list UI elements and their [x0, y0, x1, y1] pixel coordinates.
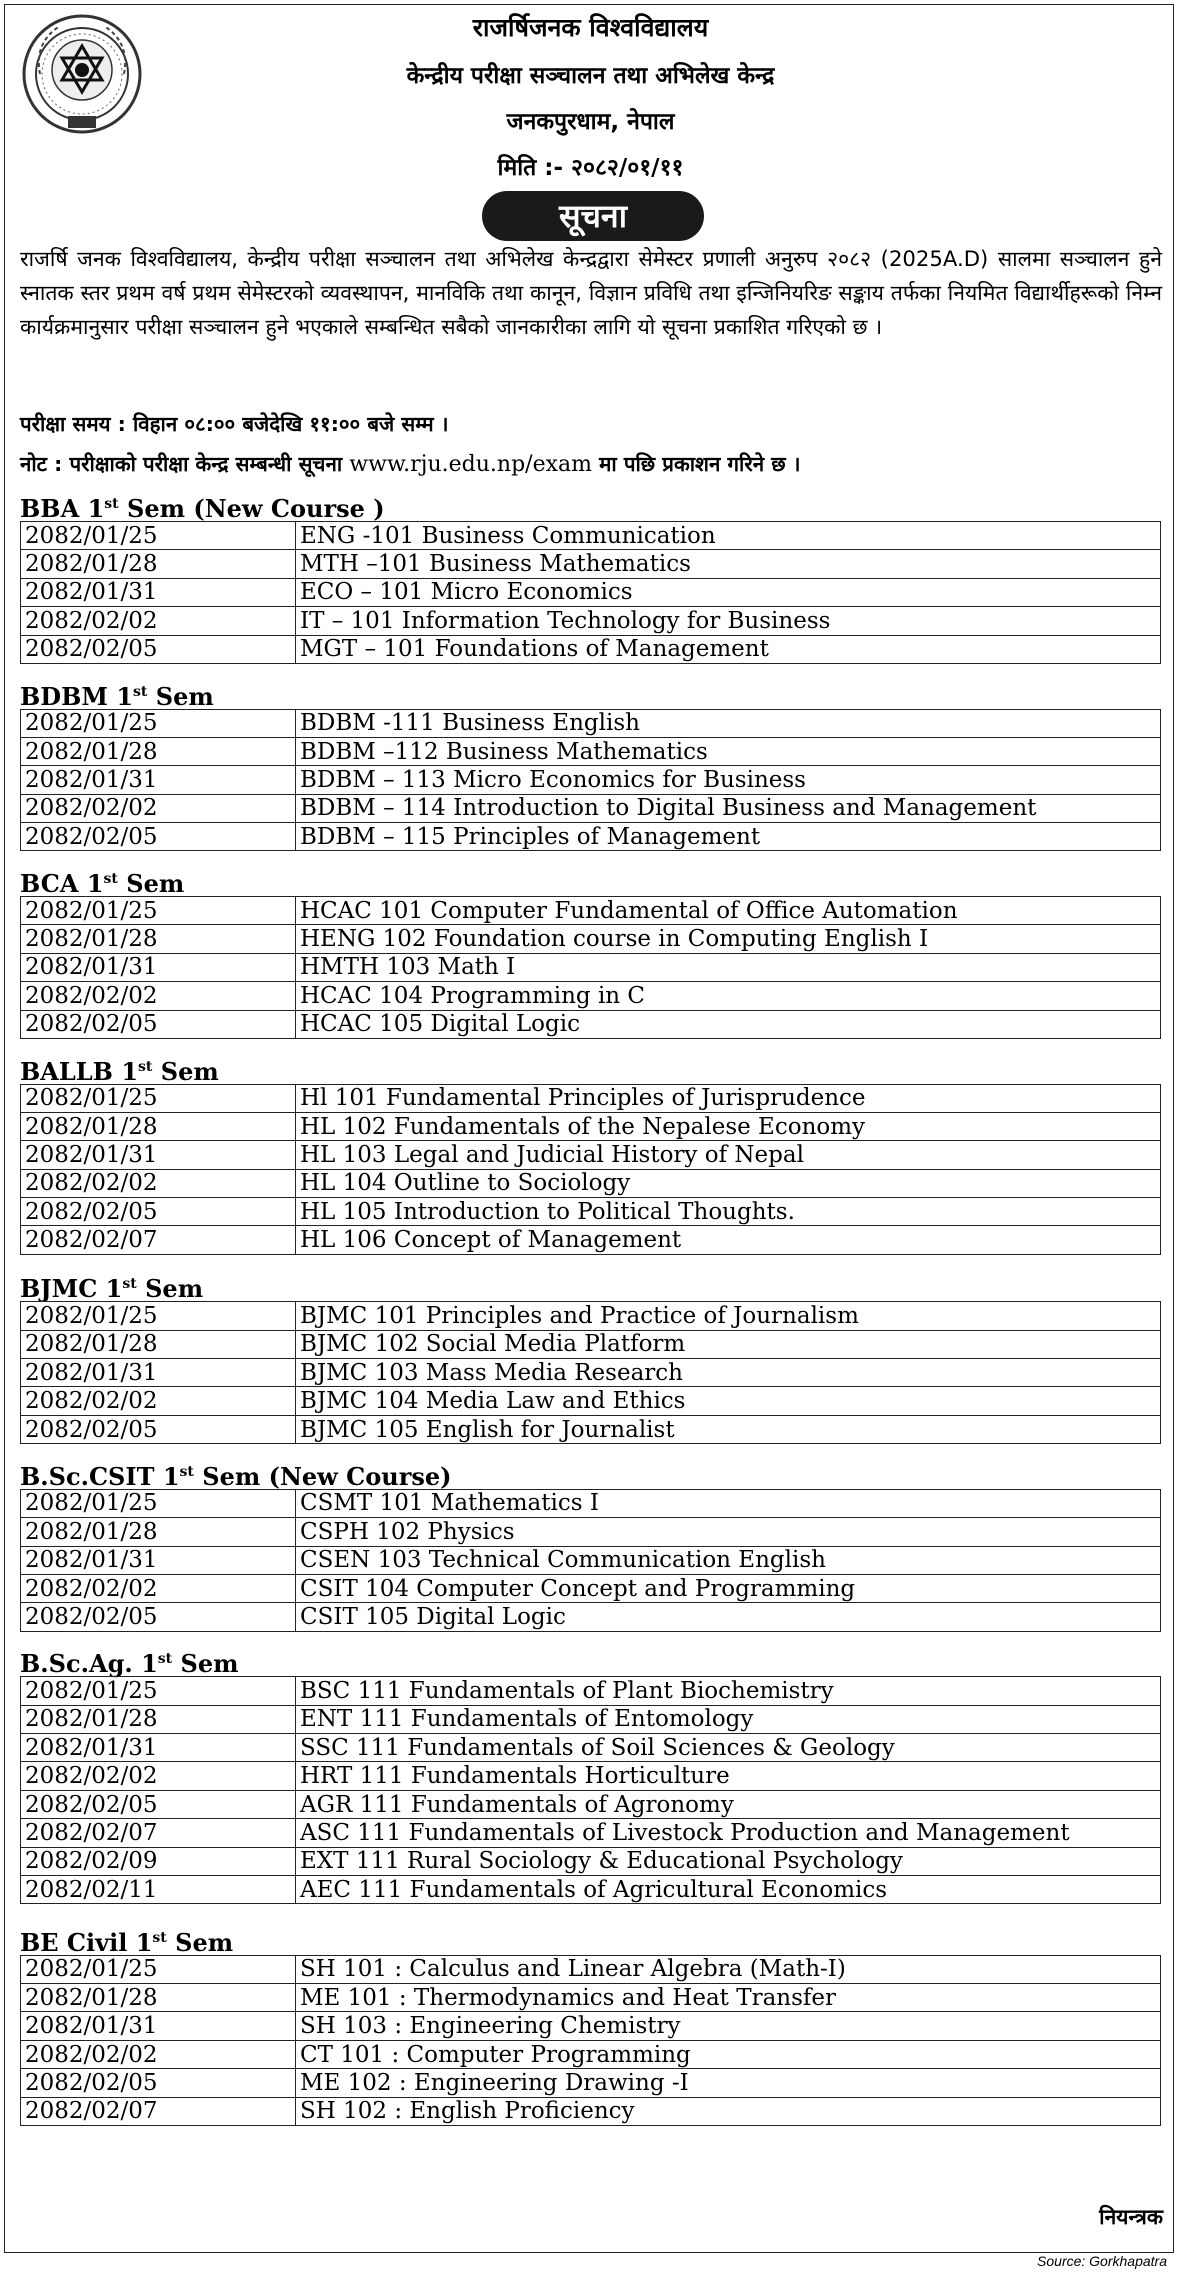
table-row [21, 1010, 1161, 1038]
university-name: राजर्षिजनक विश्वविद्यालय [472, 13, 709, 42]
table-row [21, 1518, 1161, 1546]
source-credit: Source: Gorkhapatra [1037, 2253, 1167, 2269]
section-ordinal-suffix: st [122, 1276, 137, 1293]
table-row [21, 578, 1161, 606]
notice-paragraph: राजर्षि जनक विश्वविद्यालय, केन्द्रीय परीक्षा सञ्चालन तथा अभिलेख केन्द्रद्वारा सेमेस्टर प्रणाली अनुरुप २०८२ (2025A.D) सालमा सञ्चालन हुने स्नातक स्तर प्रथम वर्ष प्रथम सेमेस्टरको व्यवस्थापन, मानविकि तथा कानून, विज्ञान प्रविधि तथा इन्जिनियरिङ सङ्काय तर्फका नियमित विद्यार्थीहरूको निम्न कार्यक्रमानुसार परीक्षा सञ्चालन हुने भएकाले सम्बन्धित सबैको जानकारीका लागि यो सूचना प्रकाशित गरिएको छ । [20, 246, 1162, 339]
exam-date: 2082/02/05 [21, 635, 296, 663]
section-ordinal: 1 [116, 681, 134, 711]
section-ordinal: 1 [162, 1461, 180, 1491]
exam-subject: EXT 111 Rural Sociology & Educational Psychology [296, 1847, 1161, 1875]
schedule-table [20, 709, 1161, 852]
exam-date: 2082/02/05 [21, 1415, 296, 1443]
table-row [21, 1819, 1161, 1847]
section-ordinal: 1 [135, 1927, 153, 1957]
schedule-table [20, 896, 1161, 1039]
exam-date: 2082/02/02 [21, 1169, 296, 1197]
table-row [21, 1574, 1161, 1602]
exam-date: 2082/02/02 [21, 982, 296, 1010]
table-row [21, 1847, 1161, 1875]
table-row [21, 2040, 1161, 2068]
table-row [21, 1603, 1161, 1631]
section-ordinal-suffix: st [138, 1058, 153, 1075]
section-ordinal: 1 [105, 1274, 123, 1304]
section-ordinal-suffix: st [103, 871, 118, 887]
exam-subject: SH 102 : English Proficiency [296, 2097, 1161, 2125]
section-program: BALLB [20, 1056, 113, 1086]
exam-date: 2082/01/31 [21, 1546, 296, 1574]
exam-date: 2082/02/11 [21, 1876, 296, 1904]
table-row [21, 737, 1161, 765]
table-row [21, 794, 1161, 822]
section-semester: Sem (New Course ) [118, 494, 385, 523]
section-title [20, 489, 385, 524]
section-ordinal-suffix: st [152, 1929, 167, 1946]
note-prefix: नोट : परीक्षाको परीक्षा केन्द्र सम्बन्धी सूचना [20, 452, 350, 476]
exam-subject: CSMT 101 Mathematics I [296, 1489, 1161, 1517]
exam-subject: BDBM – 113 Micro Economics for Business [296, 766, 1161, 794]
exam-subject: CSIT 105 Digital Logic [296, 1603, 1161, 1631]
section-title [20, 1923, 233, 1958]
table-row [21, 2097, 1161, 2125]
table-row [21, 1677, 1161, 1705]
exam-subject: BSC 111 Fundamentals of Plant Biochemistry [296, 1677, 1161, 1705]
schedule-table [20, 1084, 1161, 1255]
schedule-table [20, 1955, 1161, 2126]
exam-date: 2082/01/31 [21, 1141, 296, 1169]
table-row [21, 1705, 1161, 1733]
exam-subject: ECO – 101 Micro Economics [296, 578, 1161, 606]
exam-subject: SSC 111 Fundamentals of Soil Sciences & Geology [296, 1734, 1161, 1762]
table-row [21, 897, 1161, 925]
exam-subject: CSEN 103 Technical Communication English [296, 1546, 1161, 1574]
exam-date: 2082/01/28 [21, 1112, 296, 1140]
table-row [21, 709, 1161, 737]
table-row [21, 1387, 1161, 1415]
exam-subject: BDBM – 115 Principles of Management [296, 823, 1161, 851]
schedule-table [20, 1301, 1161, 1444]
section-ordinal: 1 [86, 869, 104, 898]
section-program: B.Sc.Ag. [20, 1649, 133, 1679]
exam-subject: SH 103 : Engineering Chemistry [296, 2012, 1161, 2040]
table-row [21, 823, 1161, 851]
table-row [21, 607, 1161, 635]
office-location: जनकपुरधाम, नेपाल [506, 109, 675, 135]
exam-date: 2082/02/05 [21, 823, 296, 851]
section-program: BBA [20, 494, 80, 523]
section-program: BDBM [20, 681, 108, 711]
table-row [21, 1084, 1161, 1112]
table-row [21, 1302, 1161, 1330]
exam-date: 2082/02/02 [21, 607, 296, 635]
table-row [21, 1330, 1161, 1358]
exam-subject: BDBM – 114 Introduction to Digital Business and Management [296, 794, 1161, 822]
schedule-table [20, 521, 1161, 664]
exam-date: 2082/01/25 [21, 897, 296, 925]
exam-subject: HL 106 Concept of Management [296, 1226, 1161, 1254]
section-title [20, 864, 184, 899]
exam-date: 2082/01/25 [21, 1955, 296, 1983]
section-semester: Sem [147, 681, 214, 711]
exam-date: 2082/01/28 [21, 550, 296, 578]
exam-subject: Hl 101 Fundamental Principles of Jurisprudence [296, 1084, 1161, 1112]
schedule-table [20, 1489, 1161, 1632]
exam-subject: ENG -101 Business Communication [296, 522, 1161, 550]
exam-subject: MGT – 101 Foundations of Management [296, 635, 1161, 663]
exam-date: 2082/01/25 [21, 1489, 296, 1517]
section-title [20, 1457, 452, 1492]
exam-subject: HL 105 Introduction to Political Thoughts. [296, 1198, 1161, 1226]
exam-subject: ME 101 : Thermodynamics and Heat Transfer [296, 1984, 1161, 2012]
exam-date: 2082/01/28 [21, 1984, 296, 2012]
section-semester: Sem [117, 869, 185, 898]
section-ordinal-suffix: st [179, 1463, 194, 1480]
table-row [21, 1762, 1161, 1790]
exam-subject: BJMC 105 English for Journalist [296, 1415, 1161, 1443]
exam-date: 2082/02/05 [21, 1790, 296, 1818]
section-ordinal: 1 [121, 1056, 139, 1086]
exam-subject: HCAC 105 Digital Logic [296, 1010, 1161, 1038]
office-name: केन्द्रीय परीक्षा सञ्चालन तथा अभिलेख केन्द्र [406, 63, 775, 89]
exam-subject: BDBM –112 Business Mathematics [296, 737, 1161, 765]
exam-subject: MTH –101 Business Mathematics [296, 550, 1161, 578]
exam-subject: HL 103 Legal and Judicial History of Nepal [296, 1141, 1161, 1169]
section-semester: Sem [166, 1927, 234, 1957]
section-program: BCA [20, 869, 79, 898]
table-row [21, 1955, 1161, 1983]
table-row [21, 1984, 1161, 2012]
exam-date: 2082/01/31 [21, 1734, 296, 1762]
exam-subject: BJMC 104 Media Law and Ethics [296, 1387, 1161, 1415]
section-program: BE Civil [20, 1927, 128, 1957]
table-row [21, 1359, 1161, 1387]
section-ordinal-suffix: st [133, 683, 148, 700]
section-semester: Sem [152, 1056, 219, 1086]
section-ordinal-suffix: st [157, 1651, 173, 1668]
table-row [21, 1489, 1161, 1517]
exam-subject: AGR 111 Fundamentals of Agronomy [296, 1790, 1161, 1818]
table-row [21, 1141, 1161, 1169]
exam-subject: CT 101 : Computer Programming [296, 2040, 1161, 2068]
table-row [21, 1198, 1161, 1226]
table-row [21, 1546, 1161, 1574]
exam-subject: BJMC 103 Mass Media Research [296, 1359, 1161, 1387]
section-ordinal-suffix: st [104, 496, 119, 512]
exam-subject: ENT 111 Fundamentals of Entomology [296, 1705, 1161, 1733]
table-row [21, 2069, 1161, 2097]
section-semester: Sem (New Course) [193, 1461, 452, 1491]
section-semester: Sem [136, 1274, 204, 1304]
section-title [20, 1644, 238, 1679]
exam-date: 2082/01/28 [21, 1518, 296, 1546]
table-row [21, 550, 1161, 578]
table-row [21, 522, 1161, 550]
exam-subject: AEC 111 Fundamentals of Agricultural Economics [296, 1876, 1161, 1904]
exam-date: 2082/01/25 [21, 1677, 296, 1705]
exam-subject: IT – 101 Information Technology for Business [296, 607, 1161, 635]
exam-subject: HRT 111 Fundamentals Horticulture [296, 1762, 1161, 1790]
table-row [21, 1415, 1161, 1443]
section-ordinal: 1 [141, 1649, 158, 1679]
exam-date: 2082/01/31 [21, 953, 296, 981]
table-row [21, 925, 1161, 953]
exam-date: 2082/02/05 [21, 2069, 296, 2097]
section-ordinal: 1 [87, 494, 105, 523]
section-title [20, 1269, 203, 1304]
exam-date: 2082/02/05 [21, 1603, 296, 1631]
exam-date: 2082/01/28 [21, 1330, 296, 1358]
exam-date: 2082/02/05 [21, 1010, 296, 1038]
notice-title-badge: सूचना [482, 191, 704, 241]
table-row [21, 953, 1161, 981]
table-row [21, 635, 1161, 663]
exam-date: 2082/01/31 [21, 2012, 296, 2040]
section-program: BJMC [20, 1274, 98, 1304]
exam-date: 2082/02/02 [21, 1387, 296, 1415]
table-row [21, 2012, 1161, 2040]
table-row [21, 1876, 1161, 1904]
exam-subject: BJMC 101 Principles and Practice of Journalism [296, 1302, 1161, 1330]
exam-date: 2082/01/31 [21, 578, 296, 606]
table-row [21, 1734, 1161, 1762]
table-row [21, 1169, 1161, 1197]
schedule-table [20, 1676, 1161, 1904]
section-semester: Sem [172, 1649, 239, 1679]
note-suffix: मा पछि प्रकाशन गरिने छ । [592, 452, 801, 476]
exam-date: 2082/01/25 [21, 1084, 296, 1112]
exam-date: 2082/02/02 [21, 1574, 296, 1602]
exam-date: 2082/01/28 [21, 737, 296, 765]
exam-date: 2082/01/31 [21, 1359, 296, 1387]
exam-subject: HL 102 Fundamentals of the Nepalese Economy [296, 1112, 1161, 1140]
exam-subject: ME 102 : Engineering Drawing -I [296, 2069, 1161, 2097]
exam-date: 2082/01/28 [21, 1705, 296, 1733]
exam-center-note [20, 450, 1170, 478]
exam-subject: HCAC 101 Computer Fundamental of Office Automation [296, 897, 1161, 925]
exam-subject: HENG 102 Foundation course in Computing English I [296, 925, 1161, 953]
exam-date: 2082/02/02 [21, 1762, 296, 1790]
section-title [20, 677, 214, 712]
notice-date: मिति :- २०८२/०१/११ [497, 155, 684, 181]
exam-subject: CSIT 104 Computer Concept and Programming [296, 1574, 1161, 1602]
exam-date: 2082/02/05 [21, 1198, 296, 1226]
exam-date: 2082/02/09 [21, 1847, 296, 1875]
table-row [21, 1112, 1161, 1140]
exam-date: 2082/01/25 [21, 1302, 296, 1330]
exam-subject: SH 101 : Calculus and Linear Algebra (Math-I) [296, 1955, 1161, 1983]
table-row [21, 1226, 1161, 1254]
section-program: B.Sc.CSIT [20, 1461, 155, 1491]
exam-subject: HCAC 104 Programming in C [296, 982, 1161, 1010]
exam-date: 2082/02/07 [21, 1226, 296, 1254]
signatory: नियन्त्रक [1099, 2205, 1163, 2229]
exam-date: 2082/01/31 [21, 766, 296, 794]
exam-date: 2082/02/02 [21, 794, 296, 822]
table-row [21, 766, 1161, 794]
exam-url-link[interactable]: www.rju.edu.np/exam [349, 452, 592, 477]
exam-date: 2082/01/25 [21, 522, 296, 550]
table-row [21, 982, 1161, 1010]
exam-time: परीक्षा समय : विहान ०८:०० बजेदेखि ११:०० बजे सम्म । [20, 412, 449, 436]
exam-date: 2082/01/28 [21, 925, 296, 953]
exam-subject: HMTH 103 Math I [296, 953, 1161, 981]
table-row [21, 1790, 1161, 1818]
section-title [20, 1052, 219, 1087]
exam-date: 2082/02/02 [21, 2040, 296, 2068]
exam-subject: HL 104 Outline to Sociology [296, 1169, 1161, 1197]
exam-date: 2082/02/07 [21, 2097, 296, 2125]
exam-date: 2082/01/25 [21, 709, 296, 737]
exam-subject: BDBM -111 Business English [296, 709, 1161, 737]
exam-subject: BJMC 102 Social Media Platform [296, 1330, 1161, 1358]
exam-subject: CSPH 102 Physics [296, 1518, 1161, 1546]
exam-date: 2082/02/07 [21, 1819, 296, 1847]
exam-subject: ASC 111 Fundamentals of Livestock Production and Management [296, 1819, 1161, 1847]
